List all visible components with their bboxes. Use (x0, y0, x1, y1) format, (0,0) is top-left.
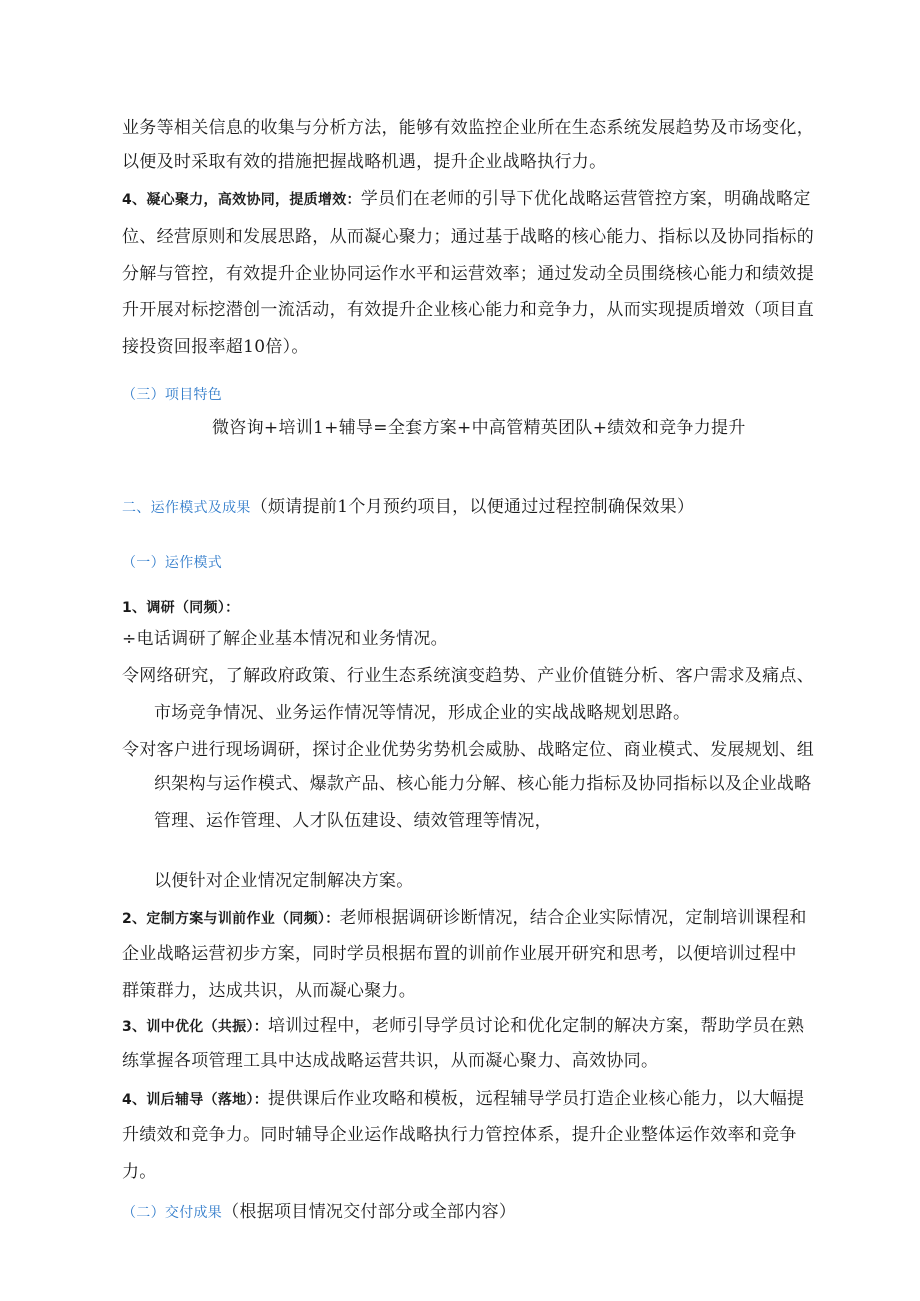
bullet-line: ÷电话调研了解企业基本情况和业务情况。 (122, 629, 448, 649)
paragraph-line: 力。 (122, 1162, 157, 1182)
item-heading: 定制方案与训前作业（同频）： (146, 911, 340, 927)
paragraph-line: 以便及时采取有效的措施把握战略机遇，提升企业战略执行力。 (122, 152, 607, 172)
paragraph-line: 升开展对标挖潜创一流活动，有效提升企业核心能力和竞争力，从而实现提质增效（项目直 (122, 300, 814, 320)
item-text: 培训过程中，老师引导学员讨论和优化定制的解决方案，帮助学员在熟 (268, 1016, 805, 1036)
bullet-line: 令对客户进行现场调研，探讨企业优势劣势机会威胁、战略定位、商业模式、发展规划、组 (122, 740, 814, 760)
item-heading: 调研（同频）： (146, 600, 240, 616)
item-heading: 训中优化（共振）： (146, 1019, 269, 1035)
item-text: 老师根据调研诊断情况，结合企业实际情况，定制培训课程和 (339, 908, 807, 928)
paragraph-line: 分解与管控，有效提升企业协同运作水平和运营效率；通过发动全员围绕核心能力和绩效提 (122, 264, 814, 284)
paragraph-line: 练掌握各项管理工具中达成战略运营共识，从而凝心聚力、高效协同。 (122, 1051, 659, 1071)
paragraph-line: 接投资回报率超10倍）。 (122, 337, 309, 357)
bullet-continuation: 管理、运作管理、人才队伍建设、绩效管理等情况， (154, 811, 552, 831)
feature-line: 微咨询+培训1+辅导=全套方案+中高管精英团队+绩效和竞争力提升 (212, 418, 746, 438)
bullet-continuation: 以便针对企业情况定制解决方案。 (154, 871, 414, 891)
section-title: （二）交付成果 (122, 1205, 223, 1221)
chapter-note: （烦请提前1个月预约项目，以便通过过程控制确保效果） (250, 497, 695, 517)
numbered-item-1 (122, 596, 239, 620)
item-number: 1、 (122, 600, 147, 616)
chapter-title: 二、运作模式及成果 (122, 500, 251, 516)
section-note: （根据项目情况交付部分或全部内容） (222, 1202, 517, 1222)
item-number: 4、 (122, 192, 147, 208)
numbered-item-2 (122, 906, 807, 931)
bullet-line: 令网络研究，了解政府政策、行业生态系统演变趋势、产业价值链分析、客户需求及痛点、 (122, 666, 814, 686)
bullet-continuation: 织架构与运作模式、爆款产品、核心能力分解、核心能力指标及协同指标以及企业战略 (154, 774, 812, 794)
item-heading: 凝心聚力，高效协同，提质增效： (146, 192, 361, 208)
section-heading-deliverables (122, 1200, 516, 1225)
numbered-item-3 (122, 1014, 804, 1039)
numbered-item-4 (122, 187, 811, 212)
section-heading: （一）运作模式 (122, 555, 223, 571)
numbered-item-4b (122, 1087, 804, 1112)
section-heading: （三）项目特色 (122, 387, 223, 403)
paragraph-line: 企业战略运营初步方案，同时学员根据布置的训前作业展开研究和思考，以便培训过程中 (122, 944, 797, 964)
item-text: 提供课后作业攻略和模板，远程辅导学员打造企业核心能力，以大幅提 (268, 1089, 805, 1109)
bullet-continuation: 市场竞争情况、业务运作情况等情况，形成企业的实战战略规划思路。 (154, 703, 691, 723)
item-heading: 训后辅导（落地）： (146, 1092, 269, 1108)
item-number: 4、 (122, 1092, 147, 1108)
paragraph-line: 群策群力，达成共识，从而凝心聚力。 (122, 981, 417, 1001)
paragraph-line: 位、经营原则和发展思路，从而凝心聚力；通过基于战略的核心能力、指标以及协同指标的 (122, 227, 814, 247)
item-number: 3、 (122, 1019, 147, 1035)
item-number: 2、 (122, 911, 147, 927)
item-text: 学员们在老师的引导下优化战略运营管控方案，明确战略定 (360, 189, 811, 209)
paragraph-line: 业务等相关信息的收集与分析方法，能够有效监控企业所在生态系统发展趋势及市场变化， (122, 118, 814, 138)
chapter-heading (122, 495, 694, 520)
paragraph-line: 升绩效和竞争力。同时辅导企业运作战略执行力管控体系，提升企业整体运作效率和竞争 (122, 1125, 797, 1145)
